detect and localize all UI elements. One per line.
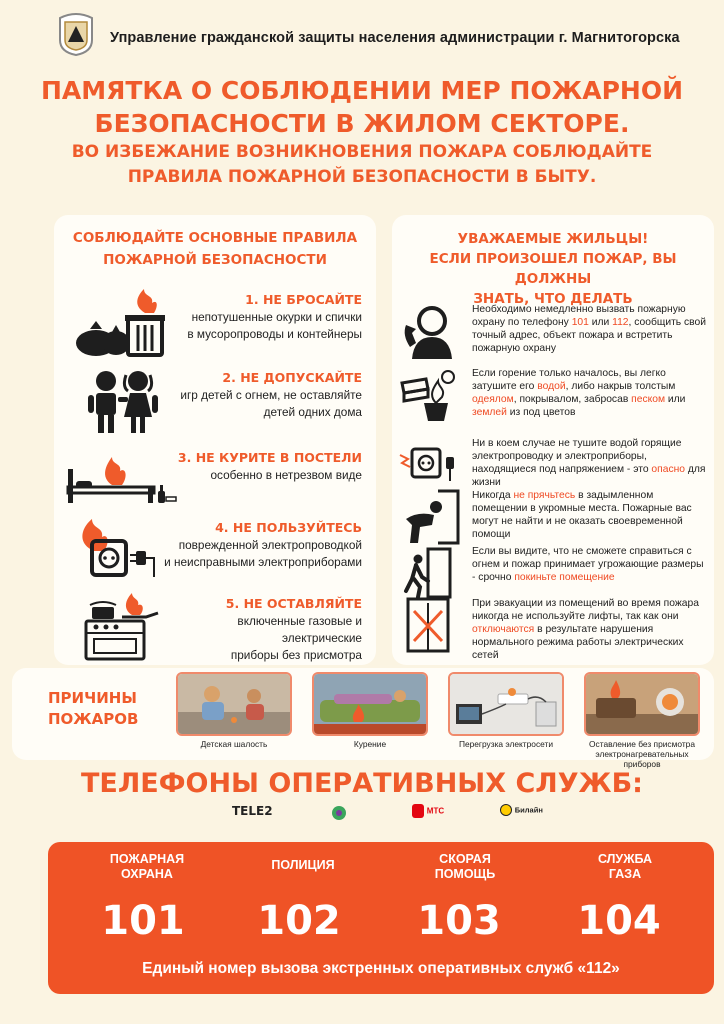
service-name: СКОРАЯ ПОМОЩЬ [434,852,496,881]
advice-item [392,545,714,601]
phone-number-police[interactable]: 102 [257,898,341,944]
hiding-person-icon [398,489,460,545]
blanket-bucket-icon [398,367,460,423]
unattended-heater-illustration [584,672,700,736]
operator-logo [500,804,543,826]
rule-item [54,367,376,437]
rule-item [54,289,376,359]
rule-item [54,593,376,663]
city-emblem-icon [56,12,96,56]
advice-heading: УВАЖАЕМЫЕ ЖИЛЬЦЫ! ЕСЛИ ПРОИЗОШЕЛ ПОЖАР, ВЫ ДОЛЖНЫ ЗНАТЬ, ЧТО ДЕЛАТЬ [429,231,677,307]
service-name: ПОЛИЦИЯ [271,858,335,872]
cause-item [584,672,700,769]
advice-item [392,489,714,545]
header [56,12,720,58]
rule-text: детей одних дома [263,405,362,419]
advice-item [392,367,714,423]
rules-panel [54,215,376,665]
beeline-logo-icon [500,804,512,816]
rule-heading: 3. НЕ КУРИТЕ В ПОСТЕЛИ [177,450,362,465]
main-title: ПАМЯТКА О СОБЛЮДЕНИИ МЕР ПОЖАРНОЙ БЕЗОПАСНОСТИ В ЖИЛОМ СЕКТОРЕ. [40,76,683,138]
operator-name: Билайн [514,805,543,815]
rule-text: приборы без присмотра [230,648,362,662]
operator-logo: TELE2 [232,804,273,818]
single-emergency-number: Единый номер вызова экстренных оперативных служб «112» [142,960,620,977]
rules-heading: СОБЛЮДАЙТЕ ОСНОВНЫЕ ПРАВИЛА ПОЖАРНОЙ БЕЗОПАСНОСТИ [72,230,358,268]
emergency-numbers-panel [48,842,714,994]
cause-item [448,672,564,749]
cause-item [312,672,428,749]
mts-logo-icon [412,804,424,818]
smoking-sofa-illustration [312,672,428,736]
cause-item [176,672,292,749]
rule-heading: 1. НЕ БРОСАЙТЕ [245,292,362,307]
person-phone-icon [398,303,460,359]
rule-item [54,517,376,587]
advice-item [392,597,714,661]
rule-item [54,447,376,517]
service-name: СЛУЖБА ГАЗА [597,852,653,881]
phone-number-gas[interactable]: 104 [577,898,661,944]
advice-text: При эвакуации из помещений во время пожара никогда не используйте лифты, так как они отключаются в результате нарушения нормального режима работы электрических сетей [472,598,699,661]
overloaded-outlet-illustration [448,672,564,736]
advice-item [392,437,714,493]
advice-text: Если вы видите, что не сможете справиться с огнем и пожар принимает угрожающие размеры - срочно покиньте помещение [472,546,704,583]
causes-title: ПРИЧИНЫ ПОЖАРОВ [48,689,139,728]
cause-caption: Перегрузка электросети [458,739,554,749]
rule-text: игр детей с огнем, не оставляйте [180,388,362,402]
rule-text: особенно в нетрезвом виде [210,468,362,482]
exit-door-icon [398,545,460,601]
rule-heading: 2. НЕ ДОПУСКАЙТЕ [222,370,362,385]
service-name: ПОЖАРНАЯ ОХРАНА [109,852,185,881]
advice-panel [392,215,714,665]
cause-caption: электронагревательных приборов [595,749,689,769]
rule-text: непотушенные окурки и спички [191,310,362,324]
rule-text: включенные газовые и электрические [237,614,362,645]
rule-heading: 5. НЕ ОСТАВЛЯЙТЕ [225,596,362,611]
rule-text: поврежденной электропроводкой [178,538,362,552]
main-subtitle: ВО ИЗБЕЖАНИЕ ВОЗНИКНОВЕНИЯ ПОЖАРА СОБЛЮДАЙТЕ ПРАВИЛА ПОЖАРНОЙ БЕЗОПАСНОСТИ В БЫТУ. [71,142,653,187]
phone-number-ambulance[interactable]: 103 [417,898,501,944]
advice-text: Ни в коем случае не тушите водой горящие электропроводку и электроприборы, находящиеся под напряжением - это опасно для жизни [472,438,706,488]
rule-text: в мусоропроводы и контейнеры [187,327,362,341]
elevator-icon [398,597,460,653]
operator-logo [412,804,444,826]
rule-heading: 4. НЕ ПОЛЬЗУЙТЕСЬ [215,520,362,535]
phones-title: ТЕЛЕФОНЫ ОПЕРАТИВНЫХ СЛУЖБ: [81,768,643,799]
organization-name: Управление гражданской защиты населения администрации г. Магнитогорска [110,30,680,46]
cause-caption: Курение [353,739,387,749]
cause-caption: Оставление без присмотра [589,739,695,749]
megafon-logo-icon [328,804,350,822]
phone-number-fire[interactable]: 101 [101,898,185,944]
advice-text: Никогда не прячьтесь в задымленном помещении в укромные места. Пожарные вас могут не найти и не оказать своевременной помощи [472,490,692,540]
advice-text: Если горение только началось, вы легко затушите его водой, либо накрыв толстым одеялом, покрывалом, забросав песком или землей из под цветов [472,368,686,418]
advice-item [392,303,714,359]
children-playing-illustration [176,672,292,736]
socket-spark-icon [398,437,460,493]
operator-logo [328,804,350,826]
operator-name: МТС [426,806,445,816]
advice-text: Необходимо немедленно вызвать пожарную охрану по телефону 101 или 112, сообщить свой точный адрес, объект пожара и встретить пожарную охрану [472,304,707,354]
cause-caption: Детская шалость [200,739,268,749]
rule-text: и неисправными электроприборами [164,555,362,569]
